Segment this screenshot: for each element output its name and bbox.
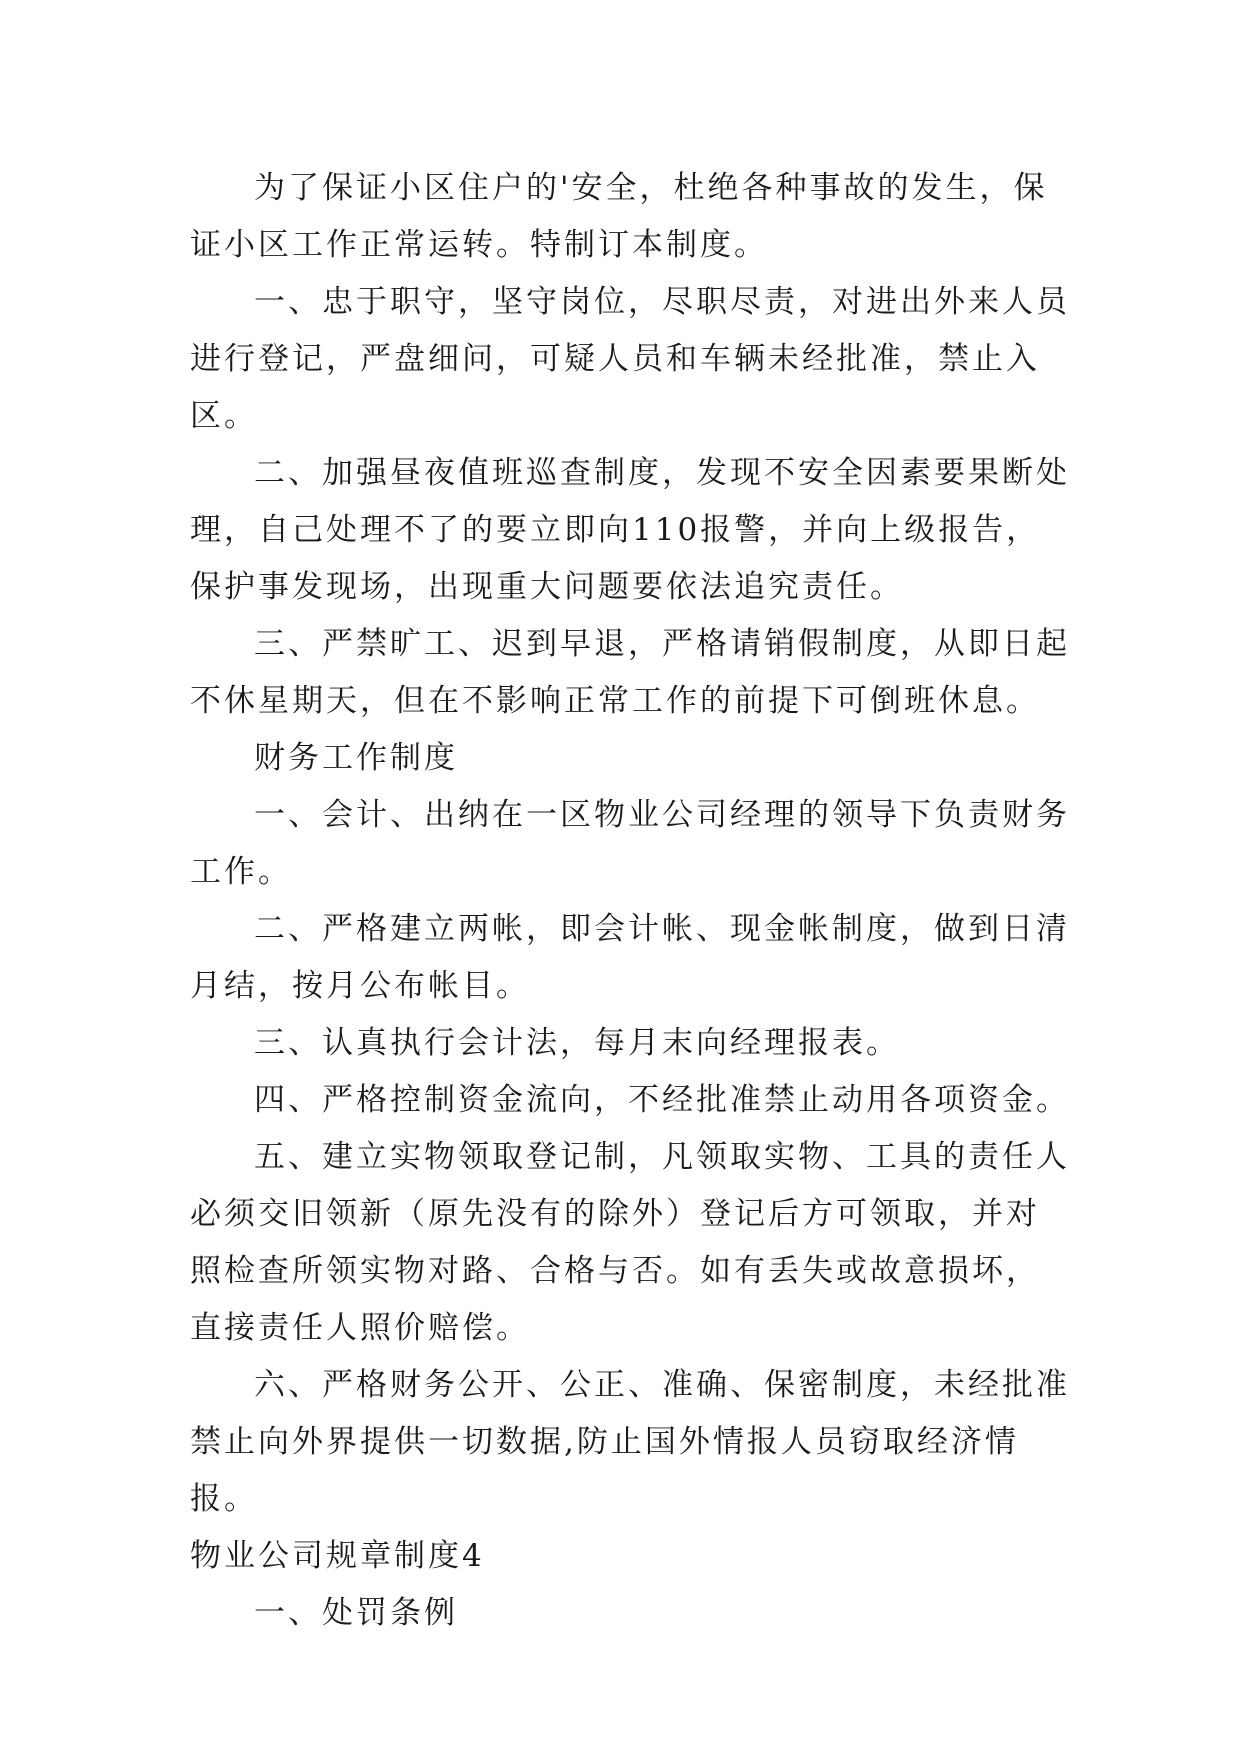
section-heading-regulations-4: 物业公司规章制度4: [190, 1538, 485, 1574]
paragraph-finance-1: 一、会计、出纳在一区物业公司经理的领导下负责财务工作。: [190, 797, 1070, 890]
paragraph-finance-5: 五、建立实物领取登记制，凡领取实物、工具的责任人必须交旧领新（原先没有的除外）登记后方可领取，并对照检查所领实物对路、合格与否。如有丢失或故意损坏，直接责任人照价赔偿。: [190, 1139, 1070, 1346]
section-heading-finance: 财务工作制度: [254, 740, 458, 776]
paragraph-rule-2: 二、加强昼夜值班巡查制度，发现不安全因素要果断处理，自己处理不了的要立即向110报警，并向上级报告，保护事发现场，出现重大问题要依法追究责任。: [190, 455, 1070, 605]
paragraph-intro: 为了保证小区住户的'安全，杜绝各种事故的发生，保证小区工作正常运转。特制订本制度。: [190, 170, 1048, 263]
paragraph-finance-4: 四、严格控制资金流向，不经批准禁止动用各项资金。: [254, 1082, 1070, 1118]
document-body: [190, 160, 1070, 1642]
paragraph-rule-1: 一、忠于职守，坚守岗位，尽职尽责，对进出外来人员进行登记，严盘细问，可疑人员和车辆未经批准，禁止入区。: [190, 284, 1070, 434]
paragraph-finance-2: 二、严格建立两帐，即会计帐、现金帐制度，做到日清月结，按月公布帐目。: [190, 911, 1070, 1004]
paragraph-finance-3: 三、认真执行会计法，每月末向经理报表。: [254, 1025, 900, 1061]
paragraph-finance-6: 六、严格财务公开、公正、准确、保密制度，未经批准禁止向外界提供一切数据,防止国外情报人员窃取经济情报。: [190, 1367, 1070, 1517]
paragraph-rule-3: 三、严禁旷工、迟到早退，严格请销假制度，从即日起不休星期天，但在不影响正常工作的前提下可倒班休息。: [190, 626, 1070, 719]
paragraph-penalty-heading: 一、处罚条例: [254, 1595, 458, 1631]
